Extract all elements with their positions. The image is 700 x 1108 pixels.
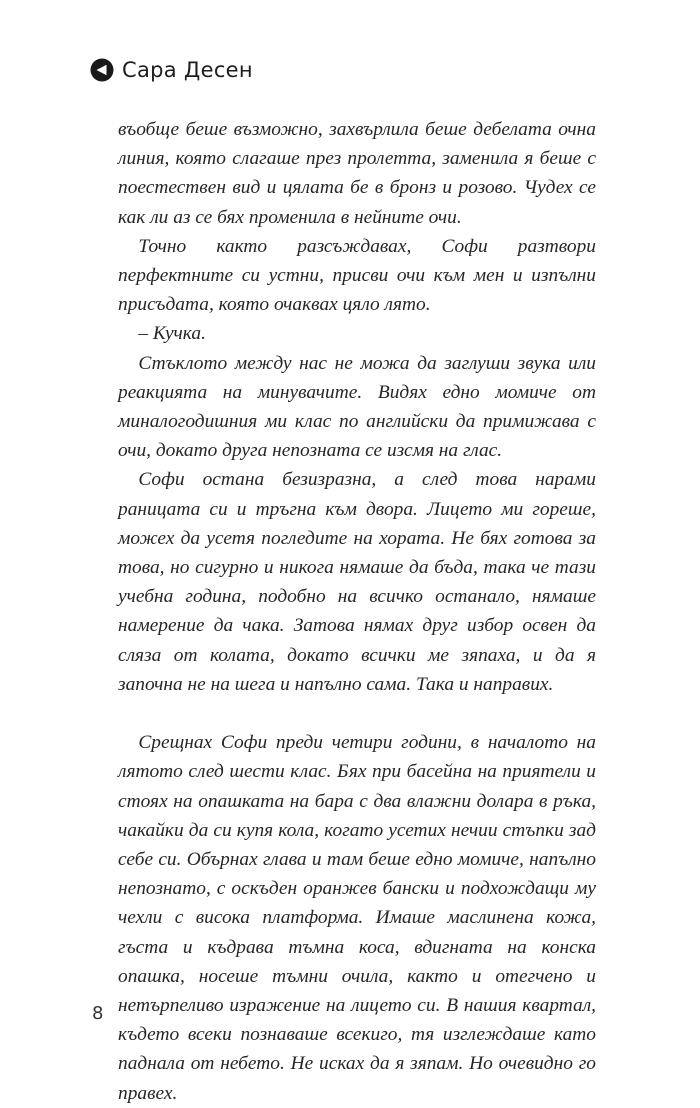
page-number: 8 (92, 1003, 104, 1024)
back-triangle-icon (90, 58, 114, 82)
body-text (118, 115, 596, 1108)
running-header (90, 58, 253, 82)
paragraph: Срещнах Софи преди четири години, в началото на лятото след шести клас. Бях при басейна на приятели и стоях на опашката на бара с два влажни долара в ръка, чакайки да си купя кола, когато усетих нечии стъпки зад себе си. Обърнах глава и там беше едно момиче, напълно непознато, с оскъден оранжев бански и подхождащи му чехли с висока платформа. Имаше маслинена кожа, гъста и къдрава тъмна коса, вдигната на конска опашка, носеше тъмни очила, както и отегчено и нетърпеливо изражение на лицето си. В нашия квартал, където всеки познаваше всекиго, тя изглеждаше като паднала от небето. Не исках да я зяпам. Но очевидно го правех. (118, 732, 596, 1104)
paragraph: Точно както разсъждавах, Софи разтвори перфектните си устни, присви очи към мен и изпълни присъдата, която очаквах цяло лято. (118, 235, 596, 316)
dialogue-line: – Кучка. (138, 323, 206, 345)
paragraph: Софи остана безизразна, а след това нарами раницата си и тръгна към двора. Лицето ми гореше, можех да усетя погледите на хората. Не бях готова за това, но сигурно и никога нямаше да бъда, така че тази учебна година, подобно на всичко останало, нямаше намерение да чака. Затова нямах друг избор освен да сляза от колата, докато всички ме зяпаха, и да я започна не на шега и напълно сама. Така и направих. (118, 469, 596, 695)
paragraph: Стъклото между нас не можа да заглуши звука или реакцията на минувачите. Видях едно момиче от миналогодишния ми клас по английски да примижава с очи, докато друга непозната се изсмя на глас. (118, 352, 596, 462)
paragraph: въобще беше възможно, захвърлила беше дебелата очна линия, която слагаше през пролетта, заменила я беше с поестествен вид и цялата бе в бронз и розово. Чудех се как ли аз се бях променила в нейните очи. (118, 119, 596, 228)
author-name: Сара Десен (122, 58, 253, 82)
